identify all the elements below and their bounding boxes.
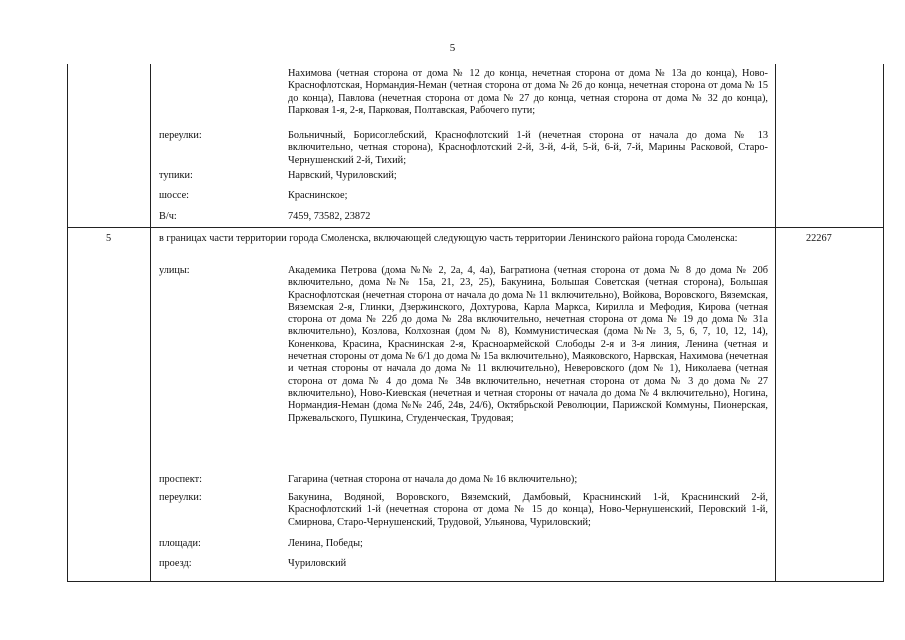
table-border-left — [67, 64, 68, 582]
table-border-bottom — [67, 581, 884, 582]
column-divider-voters — [775, 64, 776, 582]
row5-squares: Ленина, Победы; — [288, 538, 363, 549]
row5-avenue-label: проспект: — [159, 474, 202, 485]
column-divider-number — [150, 64, 151, 582]
row4-deadends: Нарвский, Чуриловский; — [288, 170, 397, 181]
row4-highways-label: шоссе: — [159, 190, 190, 201]
row4-highways: Краснинское; — [288, 190, 348, 201]
row4-streets-continued: Нахимова (четная сторона от дома № 12 до конца, нечетная сторона от дома № 13а до конца), Ново-Краснофлотская, Нормандия-Неман (четная сторона от дома № 26 до конца, нечетная сторона от дома № 15 до конца), Павлова (нечетная сторона от дома № 27 до конца, четная сторона от дома № 32 до конца), Парковая 1-я, 2-я, Парковая, Полтавская, Рабочего пути; — [288, 68, 768, 116]
row5-intro: в границах части территории города Смоленска, включающей следующую часть территории Ленинского района города Смоленска: — [159, 233, 738, 244]
row-divider — [67, 227, 884, 228]
row5-number: 5 — [106, 233, 112, 244]
row5-passage-label: проезд: — [159, 558, 192, 569]
row5-streets: Академика Петрова (дома №№ 2, 2а, 4, 4а), Багратиона (четная сторона от дома № 8 до дома № 20б включительно, дома №№ 15а, 21, 23, 25), Бакунина, Большая Советская (четная сторона), Большая Краснофлотская (нечетная сторона от начала до дома № 11 включительно), Войкова, Воровского, Вяземская, Вяземская 2-я, Глинки, Дзержинского, Дохтурова, Карла Маркса, Кирилла и Мефодия, Кирова (четная сторона от дома № 22б до дома № 28а включительно, нечетная сторона от дома № 19 до дома № 31а включительно), Козлова, Колхозная (дом № 8), Коммунистическая (дома №№ 3, 5, 6, 7, 10, 12, 14), Коненкова, Красина, Краснинская 2-я, Красноармейской Слободы 2-я и 3-я линия, Ленина (четная и нечетная стороны от дома № 6/1 до дома № 15а включительно), Маяковского, Нарвская, Нахимова (нечетная и четная стороны от начала до дома № 11 включительно), Неверовского (дом № 1), Николаева (четная сторона от дома № 4 до дома № 34в включительно, нечетная сторона от дома № 3 до дома № 27 включительно), Ново-Киевская (нечетная и четная стороны от начала до дома № 4 включительно), Ногина, Нормандия-Неман (дома №№ 24б, 24в, 24/6), Октябрьской Революции, Парижской Коммуны, Пионерская, Пржевальского, Пушкина, Студенческая, Трудовая; — [288, 265, 768, 424]
row4-lanes-label: переулки: — [159, 130, 202, 141]
row5-passage: Чуриловский — [288, 558, 347, 569]
table-border-right — [883, 64, 884, 582]
row4-lanes: Больничный, Борисоглебский, Краснофлотский 1-й (нечетная сторона от начала до дома № 13 включительно, четная сторона), Краснофлотский 2-й, 3-й, 4-й, 5-й, 6-й, 7-й, Марины Расковой, Старо-Чернушенский 2-й, Тихий; — [288, 130, 768, 166]
row5-streets-label: улицы: — [159, 265, 190, 276]
row5-avenue: Гагарина (четная сторона от начала до дома № 16 включительно); — [288, 474, 578, 485]
row4-units: 7459, 73582, 23872 — [288, 211, 371, 222]
row4-deadends-label: тупики: — [159, 170, 193, 181]
row4-units-label: В/ч: — [159, 211, 177, 222]
row5-lanes: Бакунина, Водяной, Воровского, Вяземский, Дамбовый, Краснинский 1-й, Краснинский 2-й, Краснофлотский 1-й (нечетная сторона от дома № 15 до конца), Ново-Чернушенский, Перовский 1-й, Смирнова, Старо-Чернушенский, Трудовой, Ульянова, Чуриловский; — [288, 492, 768, 528]
page-number: 5 — [449, 42, 456, 54]
row5-voters: 22267 — [806, 233, 832, 244]
row5-squares-label: площади: — [159, 538, 201, 549]
row5-lanes-label: переулки: — [159, 492, 202, 503]
